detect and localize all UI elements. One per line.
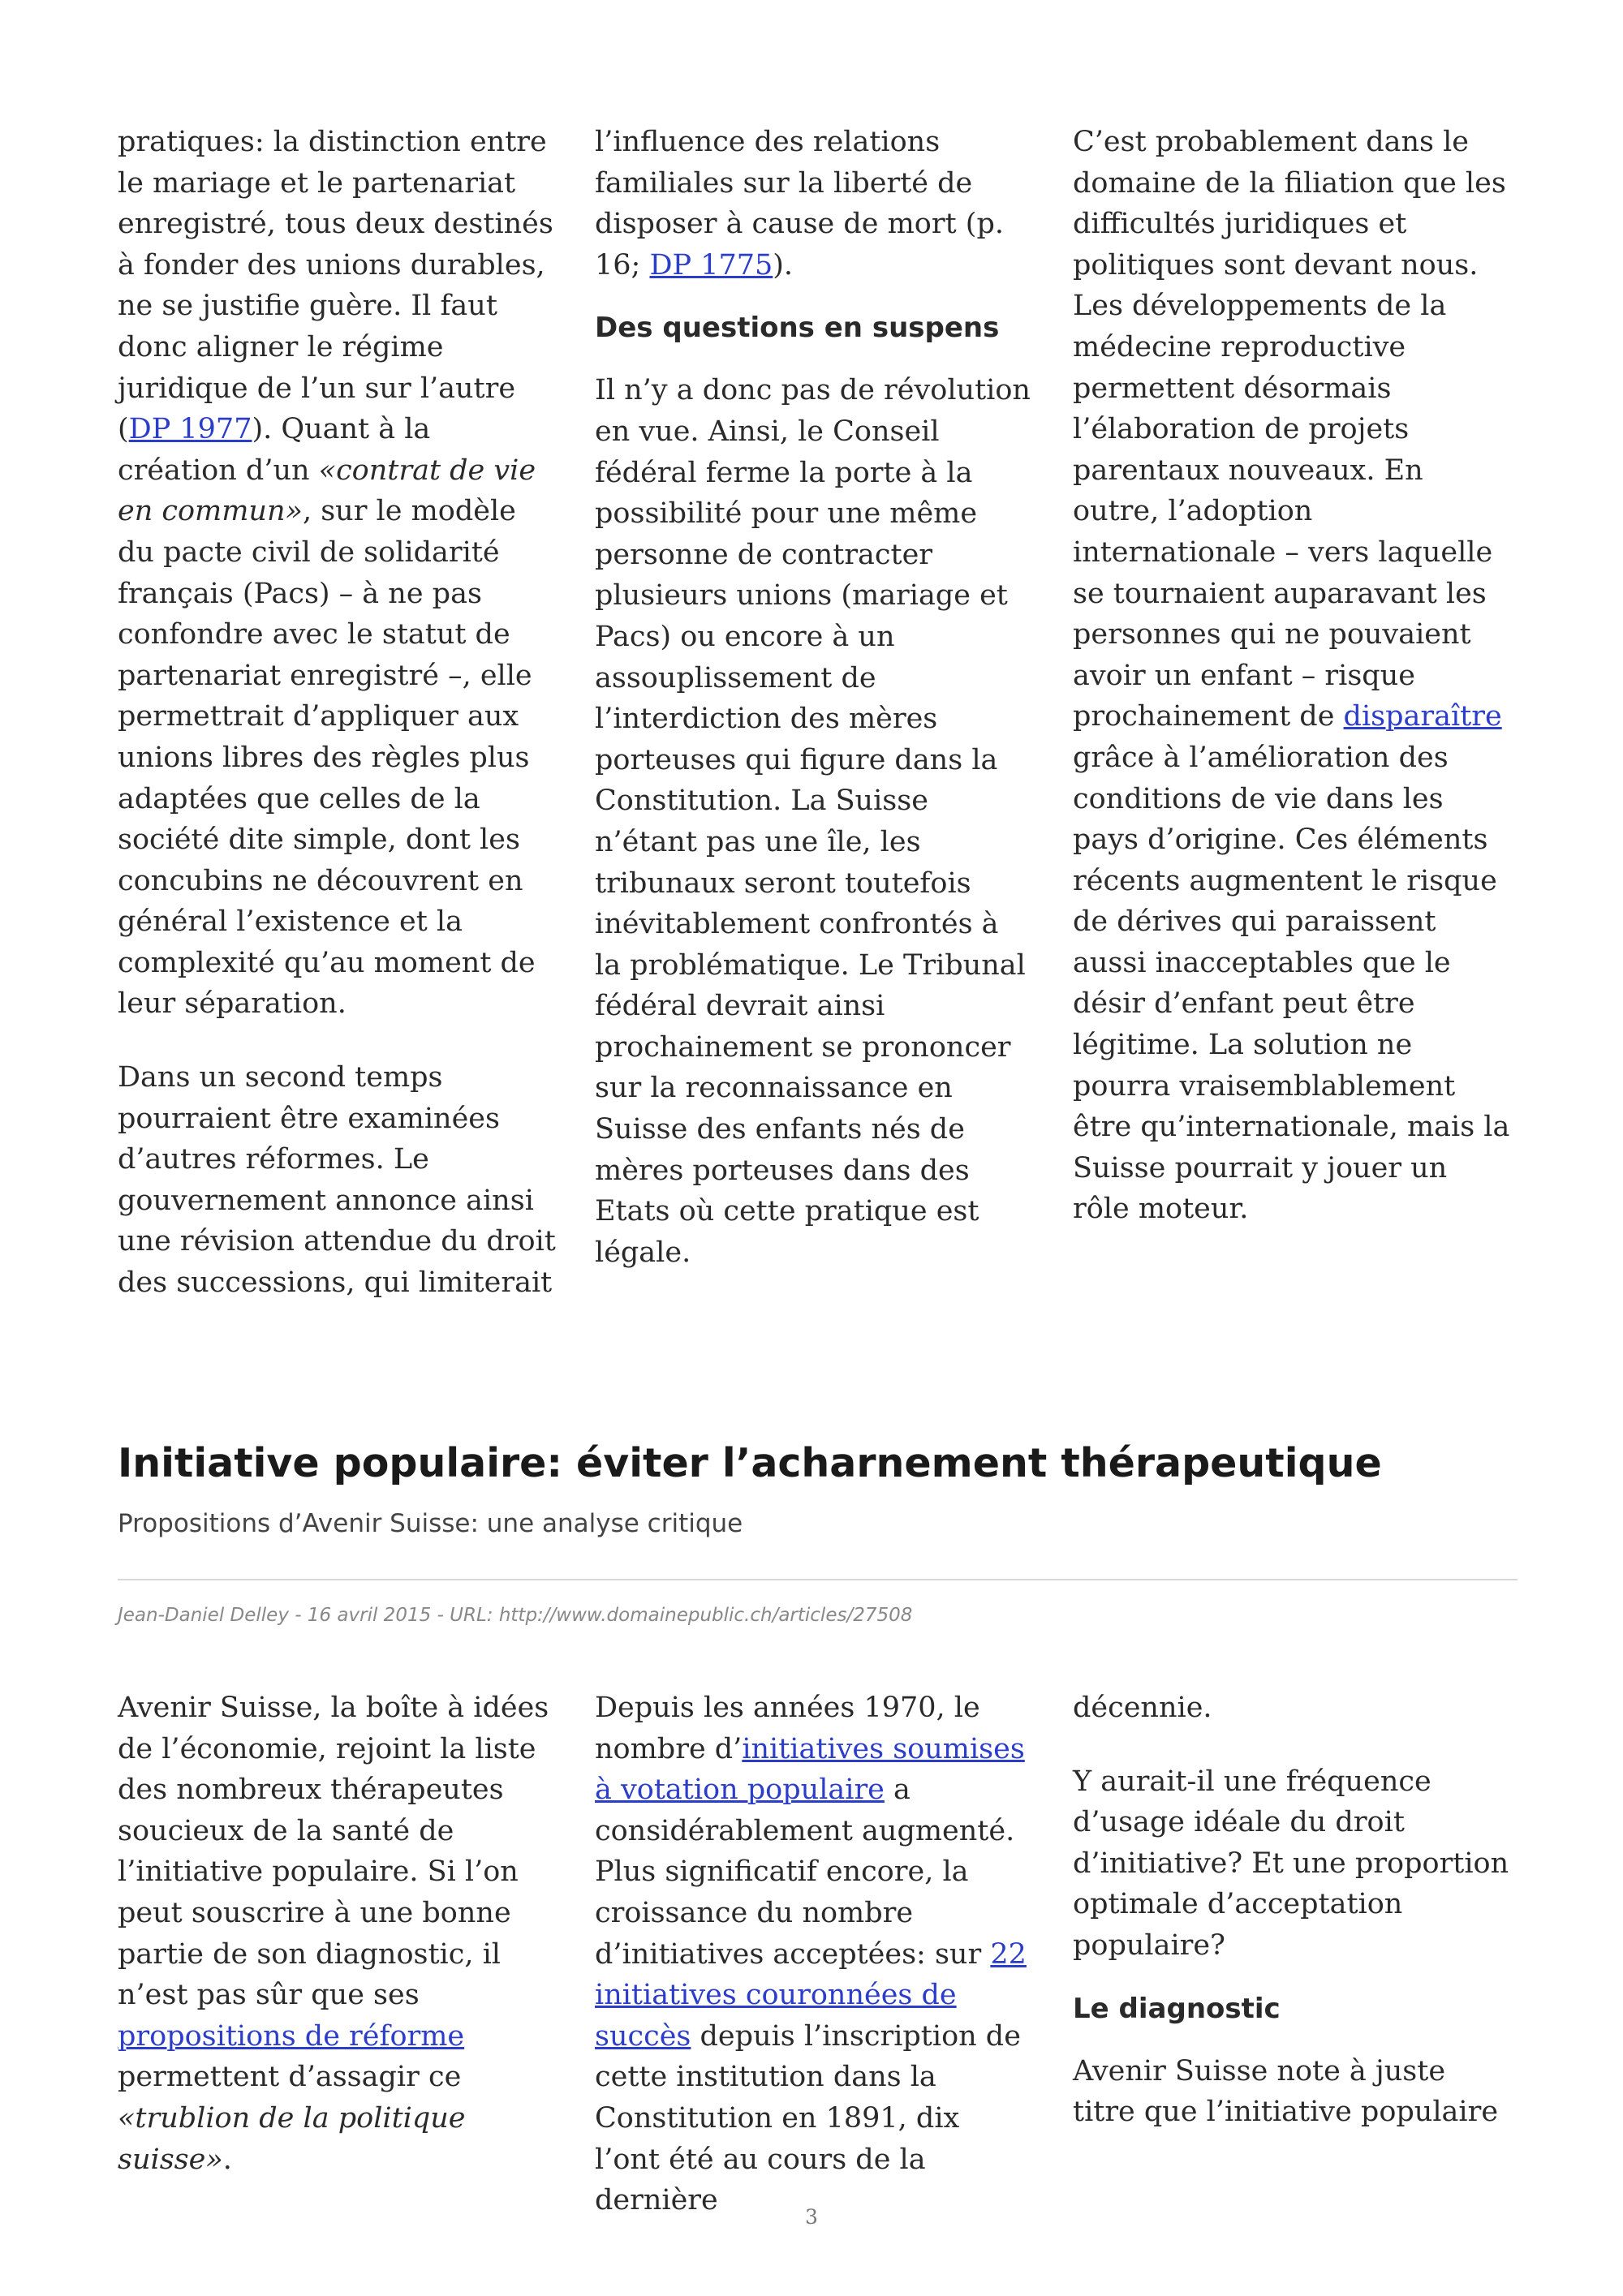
bottom-column-1 bbox=[118, 1688, 556, 2180]
paragraph: l’influence des relations familiales sur la liberté de disposer à cause de mort (p. 16; DP 1775). bbox=[595, 126, 1004, 282]
top-column-1 bbox=[118, 122, 556, 1304]
article-title: Initiative populaire: éviter l’acharnement thérapeutique bbox=[118, 1440, 1382, 1486]
link-disparaitre[interactable]: disparaître bbox=[1343, 700, 1502, 733]
paragraph: Depuis les années 1970, le nombre d’initiatives soumises à votation populaire a considérablement augmenté. Plus significatif encore, la croissance du nombre d’initiatives acceptées: sur 22 initiatives couronnées de succès depuis l’inscription de cette institution dans la Constitution en 1891, dix l’ont été au cours de la dernière bbox=[595, 1692, 1027, 2217]
article-byline: Jean-Daniel Delley - 16 avril 2015 - URL: http://www.domainepublic.ch/articles/27508 bbox=[118, 1605, 913, 1626]
section-heading: Des questions en suspens bbox=[595, 312, 1000, 345]
article-subtitle: Propositions d’Avenir Suisse: une analyse critique bbox=[118, 1509, 743, 1538]
bottom-column-3 bbox=[1073, 1688, 1511, 2133]
link-22-initiatives[interactable]: 22 initiatives couronnées de succès bbox=[595, 1937, 1027, 2053]
link-dp-1775[interactable]: DP 1775 bbox=[649, 248, 773, 282]
link-propositions-de-reforme[interactable]: propositions de réforme bbox=[118, 2019, 465, 2053]
paragraph: Avenir Suisse, la boîte à idées de l’économie, rejoint la liste des nombreux thérapeutes soucieux de la santé de l’initiative populaire. Si l’on peut souscrire à une bonne partie de son diagnostic, il n’est pas sûr que ses propositions de réforme permettent d’assagir ce «trublion de la politique suisse». bbox=[118, 1692, 549, 2176]
top-column-2 bbox=[595, 122, 1033, 1273]
paragraph: C’est probablement dans le domaine de la filiation que les difficultés juridiques et politiques sont devant nous. Les développements de la médecine reproductive permettent désormais l’élaboration de projets parentaux nouveaux. En outre, l’adoption internationale – vers laquelle se tournaient auparavant les personnes qui ne pouvaient avoir un enfant – risque prochainement de disparaître grâce à l’amélioration des conditions de vie dans les pays d’origine. Ces éléments récents augmentent le risque de dérives qui paraissent aussi inacceptables que le désir d’enfant peut être légitime. La solution ne pourra vraisemblablement être qu’internationale, mais la Suisse pourrait y jouer un rôle moteur. bbox=[1073, 126, 1510, 1226]
link-dp-1977[interactable]: DP 1977 bbox=[128, 413, 252, 446]
paragraph: Avenir Suisse note à juste titre que l’initiative populaire bbox=[1073, 2054, 1499, 2129]
bottom-column-2 bbox=[595, 1688, 1033, 2221]
divider bbox=[118, 1579, 1518, 1580]
paragraph: Dans un second temps pourraient être examinées d’autres réformes. Le gouvernement annonce ainsi une révision attendue du droit des successions, qui limiterait bbox=[118, 1061, 556, 1300]
paragraph: pratiques: la distinction entre le mariage et le partenariat enregistré, tous deux destinés à fonder des unions durables, ne se justifie guère. Il faut donc aligner le régime juridique de l’un sur l’autre (DP 1977). Quant à la création d’un «contrat de vie en commun», sur le modèle du pacte civil de solidarité français (Pacs) – à ne pas confondre avec le statut de partenariat enregistré –, elle permettrait d’appliquer aux unions libres des règles plus adaptées que celles de la société dite simple, dont les concubins ne découvrent en général l’existence et la complexité qu’au moment de leur séparation. bbox=[118, 126, 553, 1021]
top-column-3 bbox=[1073, 122, 1511, 1230]
paragraph: Il n’y a donc pas de révolution en vue. Ainsi, le Conseil fédéral ferme la porte à la possibilité pour une même personne de contracter plusieurs unions (mariage et Pacs) ou encore à un assouplissement de l’interdiction des mères porteuses qui figure dans la Constitution. La Suisse n’étant pas une île, les tribunaux seront toutefois inévitablement confrontés à la problématique. Le Tribunal fédéral devrait ainsi prochainement se prononcer sur la reconnaissance en Suisse des enfants nés de mères porteuses dans des Etats où cette pratique est légale. bbox=[595, 374, 1031, 1269]
section-heading: Le diagnostic bbox=[1073, 1992, 1281, 2025]
paragraph: Y aurait-il une fréquence d’usage idéale du droit d’initiative? Et une proportion optimale d’acceptation populaire? bbox=[1073, 1765, 1509, 1962]
page-number: 3 bbox=[805, 2205, 818, 2229]
paragraph: décennie. bbox=[1073, 1692, 1212, 1724]
link-initiatives-soumises[interactable]: initiatives soumises à votation populaire bbox=[595, 1732, 1025, 1807]
